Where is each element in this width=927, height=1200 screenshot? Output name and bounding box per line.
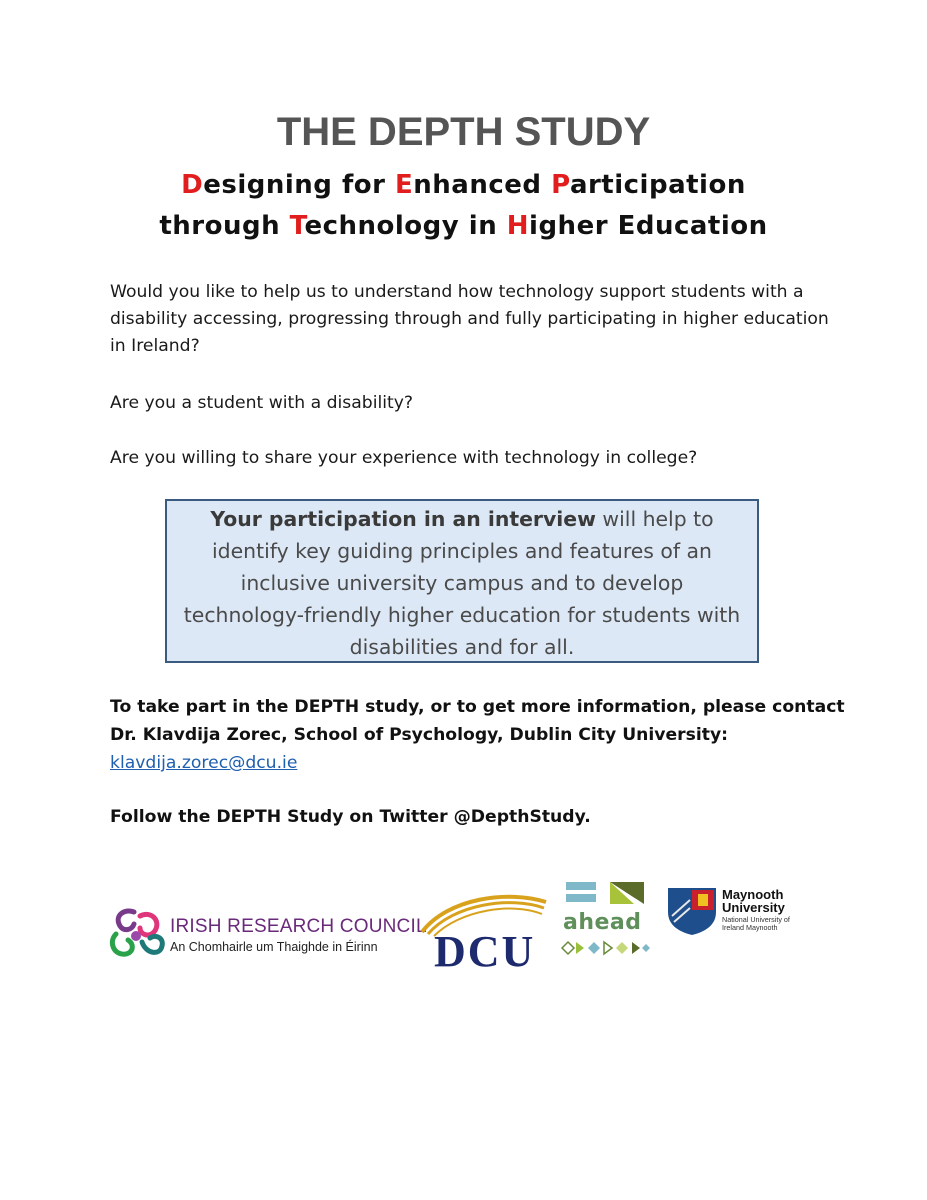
subtitle-letter-d: D (181, 170, 204, 200)
twitter-follow-text: Follow the DEPTH Study on Twitter @DepthStudy. (110, 807, 591, 827)
question-disability: Are you a student with a disability? (110, 393, 414, 413)
maynooth-crest-icon (666, 886, 718, 936)
maynooth-name (722, 888, 785, 914)
contact-text: To take part in the DEPTH study, or to get more information, please contact Dr. Klavdija Zorec, School of Psychology, Dublin City University: (110, 697, 845, 745)
celtic-knot-icon (106, 906, 166, 964)
subtitle-letter-h: H (506, 211, 530, 241)
subtitle-text: nhanced (413, 170, 552, 200)
intro-paragraph: Would you like to help us to understand how technology support students with a disability accessing, progressing through and fully participating in higher education in Ireland? (110, 282, 829, 356)
participation-callout-box (165, 499, 759, 663)
ahead-pattern-icon (560, 940, 652, 956)
subtitle-letter-e: E (395, 170, 414, 200)
subtitle-text: through (159, 211, 290, 241)
contact-email-link[interactable]: klavdija.zorec@dcu.ie (110, 753, 298, 773)
maynooth-university-logo (666, 886, 806, 938)
subtitle-text: igher Education (529, 211, 768, 241)
irish-research-council-logo (106, 906, 427, 964)
dcu-wordmark: DCU (434, 927, 536, 976)
subtitle-line-1 (0, 170, 927, 200)
irc-name: IRISH RESEARCH COUNCIL (170, 916, 427, 937)
callout-text: will help to identify key guiding principles and features of an inclusive university campus and to develop technology-friendly higher education for students with disabilities and for all. (183, 507, 741, 659)
dcu-logo (418, 890, 550, 976)
page-title: THE DEPTH STUDY (276, 110, 651, 154)
maynooth-name-line-2: University (722, 900, 785, 915)
subtitle-letter-t: T (289, 211, 305, 241)
ahead-wordmark: ahead (563, 910, 642, 935)
subtitle-text: articipation (569, 170, 746, 200)
contact-paragraph (110, 693, 870, 777)
partner-logos (0, 870, 927, 980)
callout-bold-text: Your participation in an interview (210, 507, 596, 531)
question-experience: Are you willing to share your experience with technology in college? (110, 448, 698, 468)
ahead-mark-icon (560, 880, 652, 910)
irc-irish-name: An Chomhairle um Thaighde in Éirinn (170, 940, 378, 954)
maynooth-name-line-1: Maynooth (722, 887, 784, 902)
subtitle-text: esigning for (203, 170, 396, 200)
subtitle-letter-p: P (551, 170, 570, 200)
subtitle-line-2 (0, 211, 927, 241)
maynooth-subtitle: National University of Ireland Maynooth (722, 915, 790, 932)
subtitle-text: echnology in (304, 211, 507, 241)
ahead-logo (560, 880, 652, 960)
